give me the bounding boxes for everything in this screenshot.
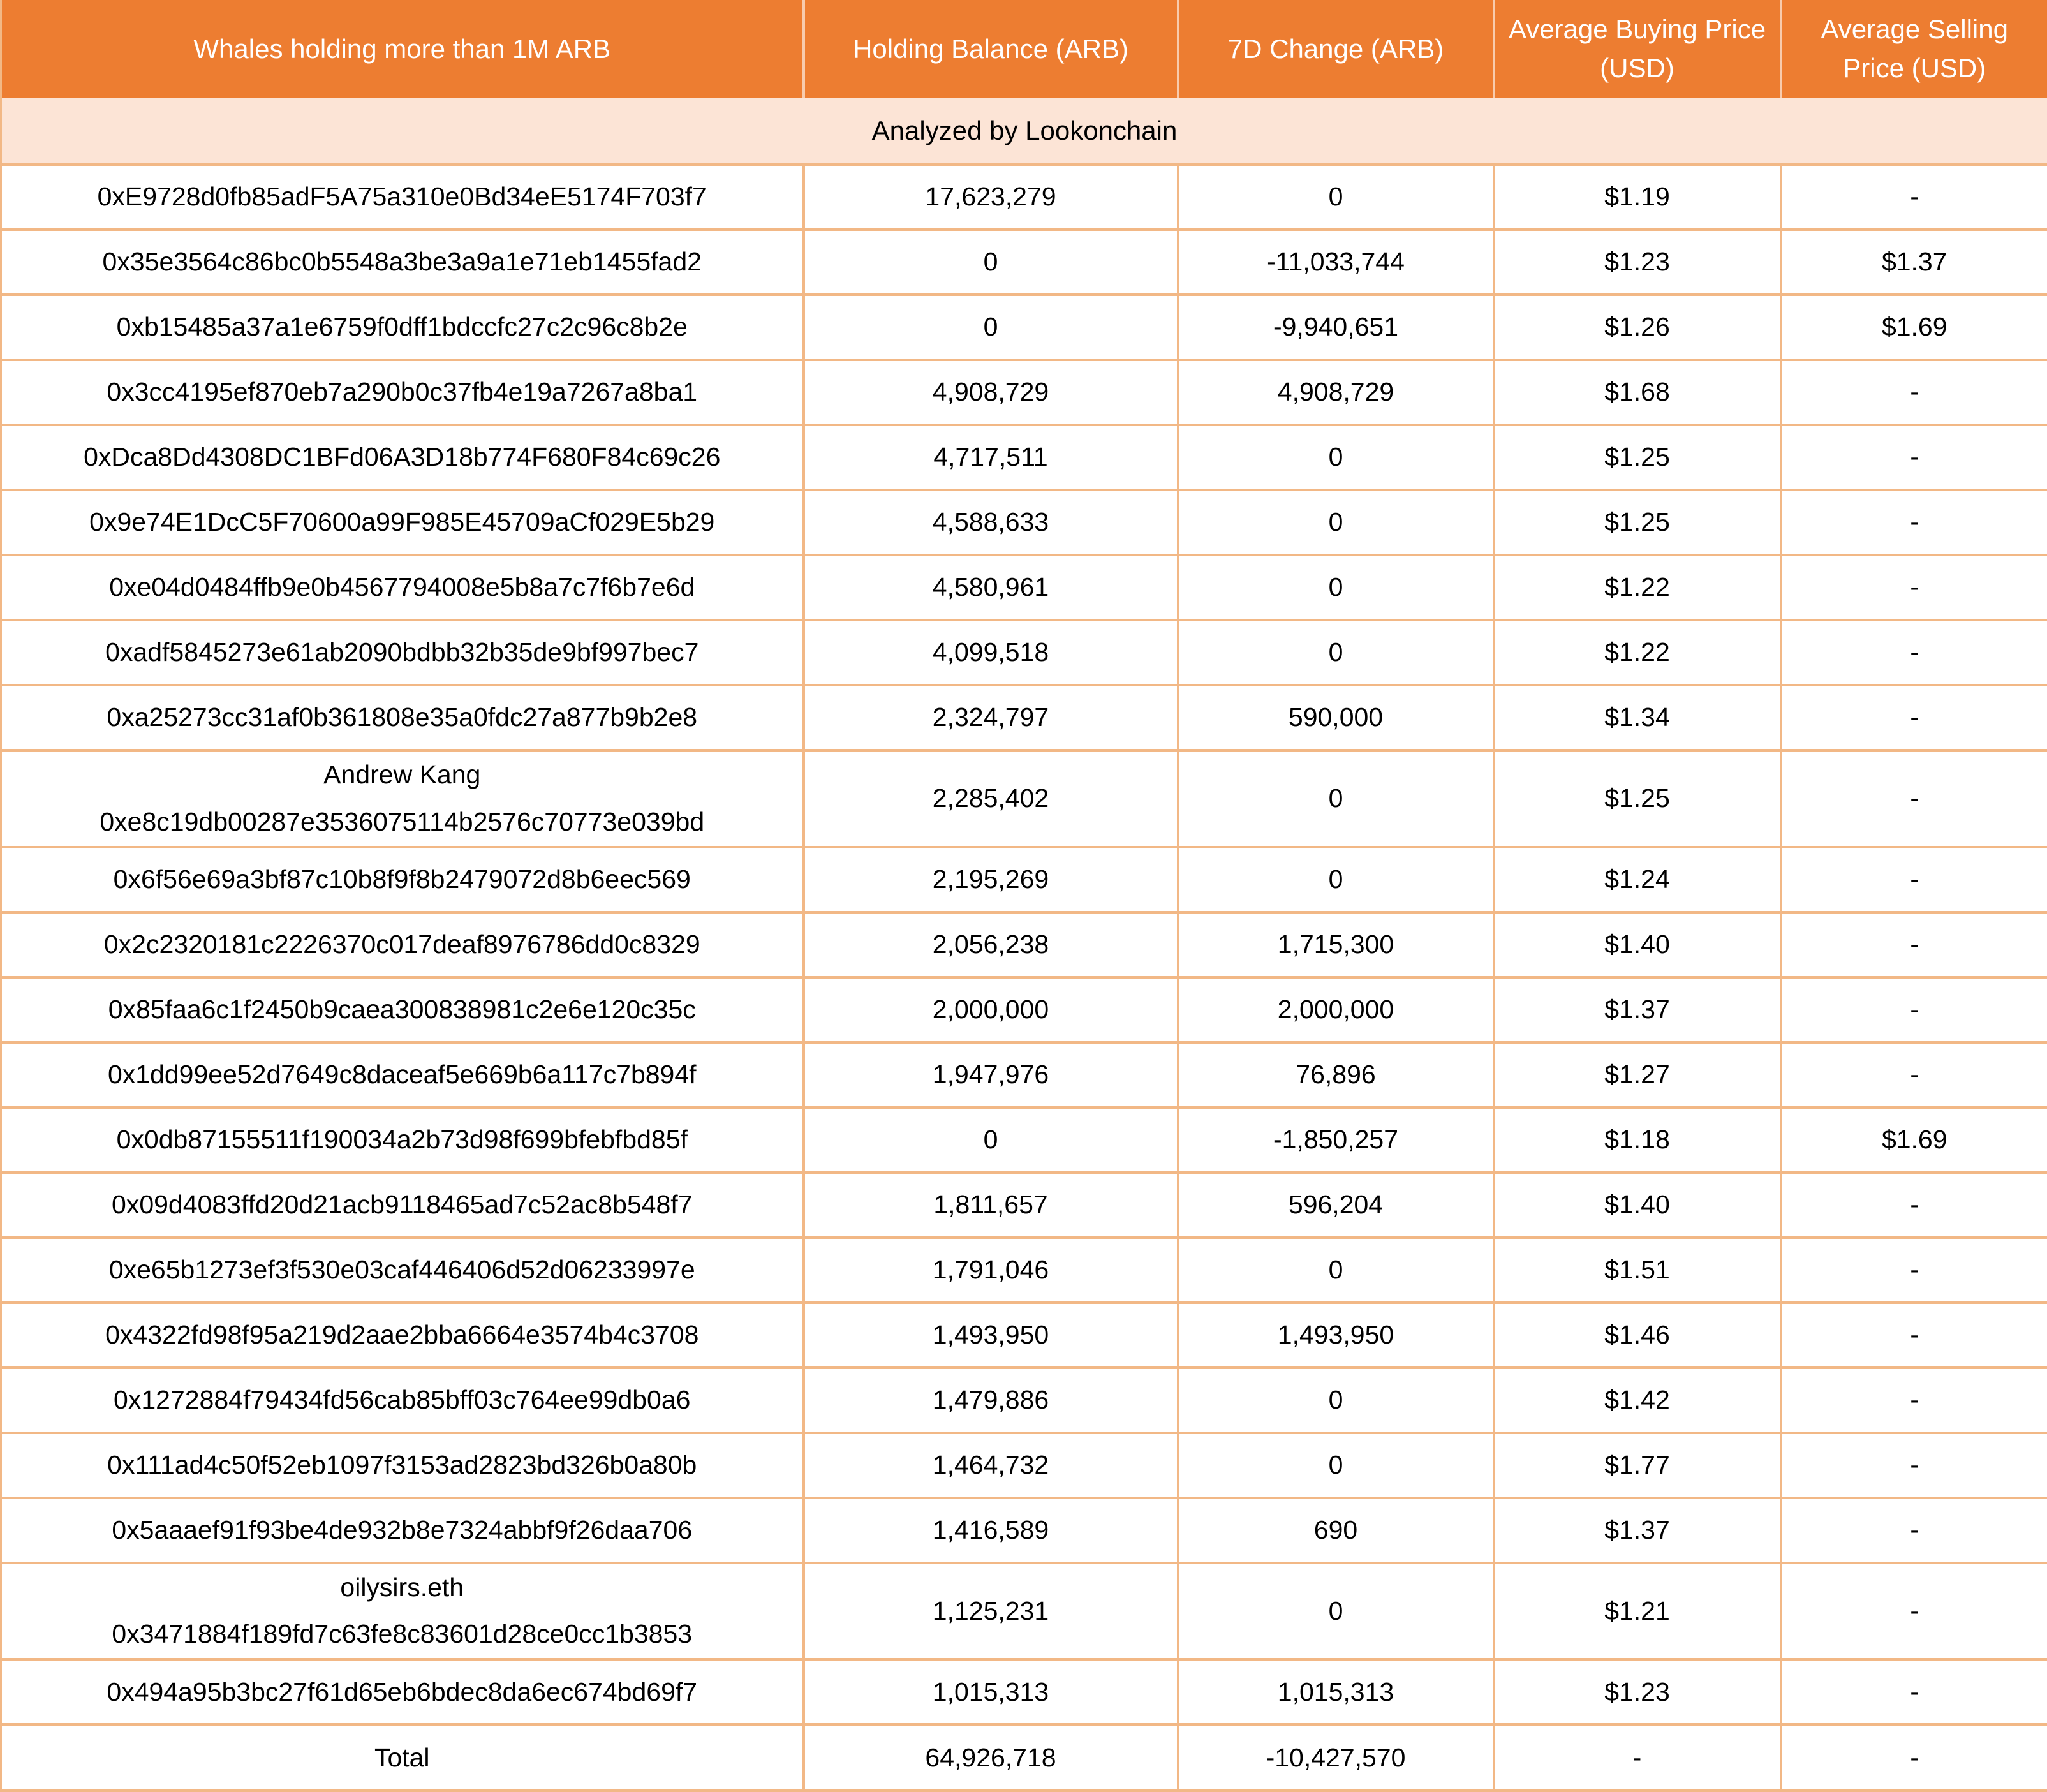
holding-balance-cell: 4,580,961 <box>804 555 1178 620</box>
header-avg-selling-price: Average Selling Price (USD) <box>1781 0 2047 98</box>
avg-buying-price-cell: $1.26 <box>1494 295 1781 360</box>
avg-buying-price-cell: $1.25 <box>1494 490 1781 555</box>
holding-balance-cell: 4,717,511 <box>804 425 1178 490</box>
avg-selling-price-cell: - <box>1781 1173 2047 1238</box>
whale-address-cell: 0x0db87155511f190034a2b73d98f699bfebfbd85f <box>1 1107 804 1173</box>
avg-selling-price-cell: - <box>1781 620 2047 685</box>
7d-change-cell: -11,033,744 <box>1178 230 1494 295</box>
total-avg-buying-price-cell: - <box>1494 1724 1781 1791</box>
total-label-cell: Total <box>1 1724 804 1791</box>
7d-change-cell: 0 <box>1178 165 1494 230</box>
table-body <box>1 165 2047 1724</box>
whale-address-cell: 0xE9728d0fb85adF5A75a310e0Bd34eE5174F703f7 <box>1 165 804 230</box>
holding-balance-cell: 1,125,231 <box>804 1563 1178 1660</box>
whale-address-cell: 0x85faa6c1f2450b9caea300838981c2e6e120c35c <box>1 977 804 1042</box>
avg-buying-price-cell: $1.22 <box>1494 555 1781 620</box>
table-row <box>1 1238 2047 1303</box>
7d-change-cell: 1,715,300 <box>1178 912 1494 977</box>
total-avg-selling-price-cell: - <box>1781 1724 2047 1791</box>
whale-address-cell: 0xe04d0484ffb9e0b4567794008e5b8a7c7f6b7e6d <box>1 555 804 620</box>
holding-balance-cell: 1,947,976 <box>804 1042 1178 1107</box>
analyzed-by-label: Analyzed by Lookonchain <box>1 98 2047 165</box>
whale-cell <box>1 1563 804 1660</box>
table-row <box>1 360 2047 425</box>
header-avg-buying-price: Average Buying Price (USD) <box>1494 0 1781 98</box>
holding-balance-cell: 0 <box>804 295 1178 360</box>
avg-buying-price-cell: $1.37 <box>1494 977 1781 1042</box>
holding-balance-cell: 0 <box>804 1107 1178 1173</box>
total-row <box>1 1724 2047 1791</box>
table-row <box>1 750 2047 847</box>
table-row <box>1 425 2047 490</box>
7d-change-cell: 0 <box>1178 490 1494 555</box>
avg-selling-price-cell: - <box>1781 912 2047 977</box>
whale-address-cell: 0x1272884f79434fd56cab85bff03c764ee99db0a6 <box>1 1368 804 1433</box>
avg-buying-price-cell: $1.42 <box>1494 1368 1781 1433</box>
avg-selling-price-cell: - <box>1781 165 2047 230</box>
total-7d-change-cell: -10,427,570 <box>1178 1724 1494 1791</box>
holding-balance-cell: 0 <box>804 230 1178 295</box>
7d-change-cell: 76,896 <box>1178 1042 1494 1107</box>
avg-buying-price-cell: $1.40 <box>1494 1173 1781 1238</box>
holding-balance-cell: 1,479,886 <box>804 1368 1178 1433</box>
avg-selling-price-cell: - <box>1781 555 2047 620</box>
holding-balance-cell: 1,811,657 <box>804 1173 1178 1238</box>
table-row <box>1 1173 2047 1238</box>
whale-address-cell: 0x3cc4195ef870eb7a290b0c37fb4e19a7267a8ba1 <box>1 360 804 425</box>
header-whales: Whales holding more than 1M ARB <box>1 0 804 98</box>
avg-selling-price-cell: - <box>1781 1042 2047 1107</box>
7d-change-cell: 596,204 <box>1178 1173 1494 1238</box>
7d-change-cell: 0 <box>1178 750 1494 847</box>
avg-selling-price-cell: - <box>1781 685 2047 750</box>
avg-selling-price-cell: $1.69 <box>1781 295 2047 360</box>
table-row <box>1 1303 2047 1368</box>
holding-balance-cell: 4,908,729 <box>804 360 1178 425</box>
table-row <box>1 1042 2047 1107</box>
table-row <box>1 1498 2047 1563</box>
avg-selling-price-cell: - <box>1781 1563 2047 1660</box>
7d-change-cell: 0 <box>1178 1368 1494 1433</box>
avg-buying-price-cell: $1.25 <box>1494 750 1781 847</box>
holding-balance-cell: 17,623,279 <box>804 165 1178 230</box>
table-row <box>1 230 2047 295</box>
avg-selling-price-cell: - <box>1781 1238 2047 1303</box>
subtitle-row <box>1 98 2047 165</box>
table-row <box>1 1659 2047 1724</box>
whale-cell <box>1 750 804 847</box>
whale-address-cell: 0xb15485a37a1e6759f0dff1bdccfc27c2c96c8b2e <box>1 295 804 360</box>
holding-balance-cell: 2,056,238 <box>804 912 1178 977</box>
7d-change-cell: 0 <box>1178 1563 1494 1660</box>
7d-change-cell: 0 <box>1178 620 1494 685</box>
avg-selling-price-cell: - <box>1781 425 2047 490</box>
avg-buying-price-cell: $1.68 <box>1494 360 1781 425</box>
avg-selling-price-cell: $1.37 <box>1781 230 2047 295</box>
whale-address-cell: 0x2c2320181c2226370c017deaf8976786dd0c8329 <box>1 912 804 977</box>
holding-balance-cell: 2,000,000 <box>804 977 1178 1042</box>
holding-balance-cell: 4,588,633 <box>804 490 1178 555</box>
avg-buying-price-cell: $1.18 <box>1494 1107 1781 1173</box>
avg-selling-price-cell: - <box>1781 1368 2047 1433</box>
7d-change-cell: 0 <box>1178 1238 1494 1303</box>
whale-label: Andrew Kang <box>8 752 796 799</box>
whale-address: 0x3471884f189fd7c63fe8c83601d28ce0cc1b3853 <box>8 1611 796 1658</box>
header-7d-change: 7D Change (ARB) <box>1178 0 1494 98</box>
whale-address-cell: 0x35e3564c86bc0b5548a3be3a9a1e71eb1455fad2 <box>1 230 804 295</box>
avg-buying-price-cell: $1.23 <box>1494 1659 1781 1724</box>
holding-balance-cell: 2,324,797 <box>804 685 1178 750</box>
7d-change-cell: 1,015,313 <box>1178 1659 1494 1724</box>
whale-address-cell: 0xa25273cc31af0b361808e35a0fdc27a877b9b2e8 <box>1 685 804 750</box>
whale-address-cell: 0x494a95b3bc27f61d65eb6bdec8da6ec674bd69f7 <box>1 1659 804 1724</box>
avg-selling-price-cell: - <box>1781 360 2047 425</box>
7d-change-cell: -9,940,651 <box>1178 295 1494 360</box>
table-row <box>1 685 2047 750</box>
table-row <box>1 912 2047 977</box>
table-row <box>1 620 2047 685</box>
holding-balance-cell: 1,493,950 <box>804 1303 1178 1368</box>
7d-change-cell: 4,908,729 <box>1178 360 1494 425</box>
avg-selling-price-cell: - <box>1781 1303 2047 1368</box>
avg-buying-price-cell: $1.46 <box>1494 1303 1781 1368</box>
table-row <box>1 555 2047 620</box>
holding-balance-cell: 1,416,589 <box>804 1498 1178 1563</box>
whale-address-cell: 0x111ad4c50f52eb1097f3153ad2823bd326b0a80b <box>1 1433 804 1498</box>
header-holding-balance: Holding Balance (ARB) <box>804 0 1178 98</box>
whale-address-cell: 0x5aaaef91f93be4de932b8e7324abbf9f26daa706 <box>1 1498 804 1563</box>
whale-address-cell: 0x9e74E1DcC5F70600a99F985E45709aCf029E5b29 <box>1 490 804 555</box>
table-row <box>1 1433 2047 1498</box>
whale-address: 0xe8c19db00287e3536075114b2576c70773e039bd <box>8 799 796 846</box>
table-row <box>1 295 2047 360</box>
avg-buying-price-cell: $1.77 <box>1494 1433 1781 1498</box>
avg-buying-price-cell: $1.27 <box>1494 1042 1781 1107</box>
holding-balance-cell: 2,285,402 <box>804 750 1178 847</box>
total-holding-balance-cell: 64,926,718 <box>804 1724 1178 1791</box>
table-row <box>1 1107 2047 1173</box>
whale-address-cell: 0xadf5845273e61ab2090bdbb32b35de9bf997bec7 <box>1 620 804 685</box>
7d-change-cell: 690 <box>1178 1498 1494 1563</box>
whale-address-cell: 0x1dd99ee52d7649c8daceaf5e669b6a117c7b894f <box>1 1042 804 1107</box>
table-row <box>1 490 2047 555</box>
holding-balance-cell: 1,464,732 <box>804 1433 1178 1498</box>
7d-change-cell: 1,493,950 <box>1178 1303 1494 1368</box>
table-row <box>1 165 2047 230</box>
header-row <box>1 0 2047 98</box>
7d-change-cell: 0 <box>1178 847 1494 912</box>
avg-selling-price-cell: - <box>1781 750 2047 847</box>
avg-buying-price-cell: $1.22 <box>1494 620 1781 685</box>
avg-selling-price-cell: - <box>1781 847 2047 912</box>
whale-address-cell: 0x6f56e69a3bf87c10b8f9f8b2479072d8b6eec569 <box>1 847 804 912</box>
avg-buying-price-cell: $1.23 <box>1494 230 1781 295</box>
avg-buying-price-cell: $1.40 <box>1494 912 1781 977</box>
whale-label: oilysirs.eth <box>8 1564 796 1611</box>
table-row <box>1 1368 2047 1433</box>
table-row <box>1 1563 2047 1660</box>
whale-address-cell: 0x09d4083ffd20d21acb9118465ad7c52ac8b548f7 <box>1 1173 804 1238</box>
avg-buying-price-cell: $1.19 <box>1494 165 1781 230</box>
holding-balance-cell: 4,099,518 <box>804 620 1178 685</box>
whale-address-cell: 0xe65b1273ef3f530e03caf446406d52d06233997e <box>1 1238 804 1303</box>
holding-balance-cell: 1,791,046 <box>804 1238 1178 1303</box>
avg-selling-price-cell: $1.69 <box>1781 1107 2047 1173</box>
holding-balance-cell: 1,015,313 <box>804 1659 1178 1724</box>
avg-selling-price-cell: - <box>1781 1498 2047 1563</box>
avg-buying-price-cell: $1.25 <box>1494 425 1781 490</box>
avg-selling-price-cell: - <box>1781 1433 2047 1498</box>
table-row <box>1 977 2047 1042</box>
avg-buying-price-cell: $1.21 <box>1494 1563 1781 1660</box>
7d-change-cell: 0 <box>1178 425 1494 490</box>
whale-address-cell: 0x4322fd98f95a219d2aae2bba6664e3574b4c3708 <box>1 1303 804 1368</box>
7d-change-cell: -1,850,257 <box>1178 1107 1494 1173</box>
avg-buying-price-cell: $1.37 <box>1494 1498 1781 1563</box>
7d-change-cell: 0 <box>1178 555 1494 620</box>
avg-selling-price-cell: - <box>1781 977 2047 1042</box>
avg-selling-price-cell: - <box>1781 490 2047 555</box>
avg-buying-price-cell: $1.34 <box>1494 685 1781 750</box>
whale-address-cell: 0xDca8Dd4308DC1BFd06A3D18b774F680F84c69c26 <box>1 425 804 490</box>
7d-change-cell: 590,000 <box>1178 685 1494 750</box>
avg-buying-price-cell: $1.24 <box>1494 847 1781 912</box>
7d-change-cell: 2,000,000 <box>1178 977 1494 1042</box>
avg-selling-price-cell: - <box>1781 1659 2047 1724</box>
holding-balance-cell: 2,195,269 <box>804 847 1178 912</box>
table-row <box>1 847 2047 912</box>
avg-buying-price-cell: $1.51 <box>1494 1238 1781 1303</box>
7d-change-cell: 0 <box>1178 1433 1494 1498</box>
